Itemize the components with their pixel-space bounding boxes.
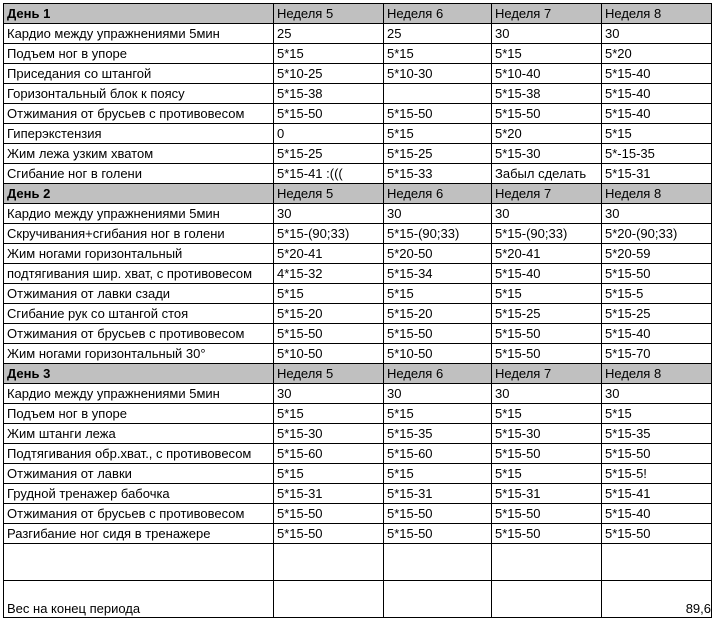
result-cell[interactable]: 5*15-50: [492, 324, 602, 344]
exercise-name-cell[interactable]: Подъем ног в упоре: [4, 404, 274, 424]
result-cell[interactable]: 5*15-35: [384, 424, 492, 444]
week-header-cell[interactable]: Неделя 5: [274, 184, 384, 204]
result-cell[interactable]: 5*15: [384, 124, 492, 144]
result-cell[interactable]: 5*15: [274, 464, 384, 484]
exercise-row: [4, 344, 712, 364]
week-header-cell[interactable]: Неделя 8: [602, 184, 712, 204]
result-cell[interactable]: 5*15-50: [384, 104, 492, 124]
result-cell[interactable]: 5*15-40: [602, 64, 712, 84]
result-cell[interactable]: 5*15-50: [384, 324, 492, 344]
exercise-row: [4, 164, 712, 184]
exercise-name-cell[interactable]: Кардио между упражнениями 5мин: [4, 384, 274, 404]
result-cell[interactable]: 5*15: [492, 404, 602, 424]
result-cell[interactable]: 5*15-50: [274, 504, 384, 524]
week-header-cell[interactable]: Неделя 6: [384, 364, 492, 384]
result-cell[interactable]: 5*10-40: [492, 64, 602, 84]
day-header-row: [4, 184, 712, 204]
result-cell[interactable]: 5*15-50: [492, 104, 602, 124]
result-cell[interactable]: 25: [384, 24, 492, 44]
empty-cell[interactable]: [4, 544, 274, 581]
result-cell[interactable]: 25: [274, 24, 384, 44]
exercise-row: [4, 284, 712, 304]
exercise-name-cell[interactable]: Жим лежа узким хватом: [4, 144, 274, 164]
result-cell[interactable]: 5*15-70: [602, 344, 712, 364]
empty-cell[interactable]: [492, 581, 602, 618]
result-cell[interactable]: 5*15-50: [274, 524, 384, 544]
exercise-row: [4, 144, 712, 164]
exercise-row: [4, 264, 712, 284]
day-title-cell[interactable]: День 2: [4, 184, 274, 204]
exercise-row: [4, 404, 712, 424]
result-cell[interactable]: 5*15-31: [274, 484, 384, 504]
result-cell[interactable]: 5*20: [602, 44, 712, 64]
result-cell[interactable]: 5*15-5!: [602, 464, 712, 484]
result-cell[interactable]: 30: [274, 384, 384, 404]
result-cell[interactable]: 30: [384, 204, 492, 224]
result-cell[interactable]: 5*10-50: [274, 344, 384, 364]
result-cell[interactable]: 4*15-32: [274, 264, 384, 284]
result-cell[interactable]: 5*15-30: [492, 144, 602, 164]
result-cell[interactable]: 30: [492, 384, 602, 404]
result-cell[interactable]: 5*15-50: [274, 324, 384, 344]
result-cell[interactable]: 5*-15-35: [602, 144, 712, 164]
week-header-cell[interactable]: Неделя 7: [492, 4, 602, 24]
day-title-cell[interactable]: День 1: [4, 4, 274, 24]
result-cell[interactable]: 5*20-41: [492, 244, 602, 264]
result-cell[interactable]: 5*20: [492, 124, 602, 144]
exercise-name-cell[interactable]: Подъем ног в упоре: [4, 44, 274, 64]
result-cell[interactable]: 5*15-38: [492, 84, 602, 104]
exercise-name-cell[interactable]: Приседания со штангой: [4, 64, 274, 84]
day-header-row: [4, 364, 712, 384]
result-cell[interactable]: 30: [602, 24, 712, 44]
result-cell[interactable]: 5*20-50: [384, 244, 492, 264]
exercise-row: [4, 224, 712, 244]
exercise-name-cell[interactable]: Отжимания от брусьев с противовесом: [4, 324, 274, 344]
result-cell[interactable]: 5*15-20: [384, 304, 492, 324]
result-cell[interactable]: 5*15-50: [602, 524, 712, 544]
result-cell[interactable]: 5*15-(90;33): [384, 224, 492, 244]
week-header-cell[interactable]: Неделя 6: [384, 184, 492, 204]
result-cell[interactable]: 5*15-30: [492, 424, 602, 444]
result-cell[interactable]: 5*15-50: [602, 444, 712, 464]
exercise-row: [4, 464, 712, 484]
result-cell[interactable]: 5*15-40: [602, 84, 712, 104]
exercise-name-cell[interactable]: Отжимания от брусьев с противовесом: [4, 104, 274, 124]
exercise-name-cell[interactable]: Отжимания от лавки: [4, 464, 274, 484]
exercise-row: [4, 24, 712, 44]
exercise-name-cell[interactable]: Разгибание ног сидя в тренажере: [4, 524, 274, 544]
result-cell[interactable]: 5*15-20: [274, 304, 384, 324]
exercise-row: [4, 44, 712, 64]
result-cell[interactable]: 5*15: [602, 124, 712, 144]
empty-cell[interactable]: [274, 544, 384, 581]
exercise-row: [4, 84, 712, 104]
result-cell[interactable]: 5*10-25: [274, 64, 384, 84]
result-cell[interactable]: 30: [492, 204, 602, 224]
result-cell[interactable]: 5*15-50: [492, 444, 602, 464]
exercise-name-cell[interactable]: Жим ногами горизонтальный: [4, 244, 274, 264]
result-cell[interactable]: 5*15: [492, 284, 602, 304]
exercise-row: [4, 324, 712, 344]
result-cell[interactable]: 5*15-38: [274, 84, 384, 104]
exercise-name-cell[interactable]: Жим ногами горизонтальный 30°: [4, 344, 274, 364]
exercise-row: [4, 204, 712, 224]
result-cell[interactable]: 5*15-50: [384, 504, 492, 524]
exercise-name-cell[interactable]: Горизонтальный блок к поясу: [4, 84, 274, 104]
result-cell[interactable]: 5*15: [274, 44, 384, 64]
result-cell[interactable]: 5*15-31: [602, 164, 712, 184]
result-cell[interactable]: 5*15-50: [274, 104, 384, 124]
result-cell[interactable]: 5*15: [492, 44, 602, 64]
result-cell[interactable]: 30: [602, 384, 712, 404]
result-cell[interactable]: 5*15: [384, 284, 492, 304]
result-cell[interactable]: 5*15-(90;33): [274, 224, 384, 244]
exercise-name-cell[interactable]: Отжимания от лавки сзади: [4, 284, 274, 304]
exercise-name-cell[interactable]: Сгибание ног в голени: [4, 164, 274, 184]
result-cell[interactable]: 5*15: [492, 464, 602, 484]
result-cell[interactable]: 5*15-31: [384, 484, 492, 504]
exercise-name-cell[interactable]: Подтягивания обр.хват., с противовесом: [4, 444, 274, 464]
result-cell[interactable]: 5*15-25: [384, 144, 492, 164]
exercise-name-cell[interactable]: Сгибание рук со штангой стоя: [4, 304, 274, 324]
result-cell[interactable]: [384, 84, 492, 104]
week-header-cell[interactable]: Неделя 8: [602, 364, 712, 384]
week-header-cell[interactable]: Неделя 5: [274, 364, 384, 384]
result-cell[interactable]: 5*15-34: [384, 264, 492, 284]
weight-label-cell[interactable]: Вес на конец периода: [4, 581, 274, 618]
result-cell[interactable]: 0: [274, 124, 384, 144]
result-cell[interactable]: 5*15: [384, 404, 492, 424]
week-header-cell[interactable]: Неделя 7: [492, 184, 602, 204]
result-cell[interactable]: 5*15-40: [492, 264, 602, 284]
exercise-name-cell[interactable]: Кардио между упражнениями 5мин: [4, 24, 274, 44]
workout-table-body: [4, 4, 712, 618]
result-cell[interactable]: 5*15: [274, 404, 384, 424]
day-header-row: [4, 4, 712, 24]
weight-row: [4, 581, 712, 618]
exercise-row: [4, 244, 712, 264]
result-cell[interactable]: 5*15-50: [492, 524, 602, 544]
exercise-row: [4, 484, 712, 504]
empty-cell[interactable]: [274, 581, 384, 618]
week-header-cell[interactable]: Неделя 8: [602, 4, 712, 24]
result-cell[interactable]: 30: [384, 384, 492, 404]
result-cell[interactable]: 5*10-30: [384, 64, 492, 84]
empty-cell[interactable]: [384, 581, 492, 618]
empty-row: [4, 544, 712, 581]
exercise-name-cell[interactable]: Кардио между упражнениями 5мин: [4, 204, 274, 224]
empty-cell[interactable]: [492, 544, 602, 581]
week-header-cell[interactable]: Неделя 6: [384, 4, 492, 24]
result-cell[interactable]: 30: [274, 204, 384, 224]
result-cell[interactable]: 5*15-25: [274, 144, 384, 164]
result-cell[interactable]: 5*15-40: [602, 504, 712, 524]
result-cell[interactable]: 5*15-5: [602, 284, 712, 304]
result-cell[interactable]: 30: [602, 204, 712, 224]
result-cell[interactable]: 5*15-41 :(((: [274, 164, 384, 184]
result-cell[interactable]: 5*15-40: [602, 104, 712, 124]
exercise-row: [4, 124, 712, 144]
exercise-row: [4, 64, 712, 84]
exercise-row: [4, 524, 712, 544]
exercise-name-cell[interactable]: подтягивания шир. хват, с противовесом: [4, 264, 274, 284]
result-cell[interactable]: 5*15-35: [602, 424, 712, 444]
result-cell[interactable]: 5*15-60: [274, 444, 384, 464]
result-cell[interactable]: 5*20-59: [602, 244, 712, 264]
exercise-name-cell[interactable]: Гиперэкстензия: [4, 124, 274, 144]
day-title-cell[interactable]: День 3: [4, 364, 274, 384]
exercise-row: [4, 304, 712, 324]
week-header-cell[interactable]: Неделя 7: [492, 364, 602, 384]
result-cell[interactable]: 5*15-40: [602, 324, 712, 344]
result-cell[interactable]: 5*15-30: [274, 424, 384, 444]
result-cell[interactable]: 30: [492, 24, 602, 44]
result-cell[interactable]: 5*15: [384, 44, 492, 64]
result-cell[interactable]: 5*15-50: [492, 504, 602, 524]
result-cell[interactable]: 5*20-41: [274, 244, 384, 264]
result-cell[interactable]: 5*15-33: [384, 164, 492, 184]
result-cell[interactable]: 5*20-(90;33): [602, 224, 712, 244]
exercise-name-cell[interactable]: Скручивания+сгибания ног в голени: [4, 224, 274, 244]
result-cell[interactable]: 5*15-50: [602, 264, 712, 284]
result-cell[interactable]: 5*15: [602, 404, 712, 424]
result-cell[interactable]: 5*15-25: [492, 304, 602, 324]
result-cell[interactable]: 5*15-50: [384, 524, 492, 544]
result-cell[interactable]: 5*15-25: [602, 304, 712, 324]
result-cell[interactable]: 5*15-50: [492, 344, 602, 364]
result-cell[interactable]: 5*15: [274, 284, 384, 304]
exercise-row: [4, 424, 712, 444]
result-cell[interactable]: 5*15-60: [384, 444, 492, 464]
exercise-name-cell[interactable]: Грудной тренажер бабочка: [4, 484, 274, 504]
exercise-row: [4, 444, 712, 464]
exercise-row: [4, 384, 712, 404]
exercise-row: [4, 104, 712, 124]
result-cell[interactable]: 5*10-50: [384, 344, 492, 364]
weight-value-cell[interactable]: 89,6: [602, 581, 712, 618]
exercise-row: [4, 504, 712, 524]
result-cell[interactable]: 5*15-31: [492, 484, 602, 504]
workout-table: [3, 3, 712, 618]
week-header-cell[interactable]: Неделя 5: [274, 4, 384, 24]
result-cell[interactable]: 5*15: [384, 464, 492, 484]
empty-cell[interactable]: [602, 544, 712, 581]
result-cell[interactable]: 5*15-41: [602, 484, 712, 504]
empty-cell[interactable]: [384, 544, 492, 581]
result-cell[interactable]: Забыл сделать: [492, 164, 602, 184]
exercise-name-cell[interactable]: Жим штанги лежа: [4, 424, 274, 444]
result-cell[interactable]: 5*15-(90;33): [492, 224, 602, 244]
exercise-name-cell[interactable]: Отжимания от брусьев с противовесом: [4, 504, 274, 524]
